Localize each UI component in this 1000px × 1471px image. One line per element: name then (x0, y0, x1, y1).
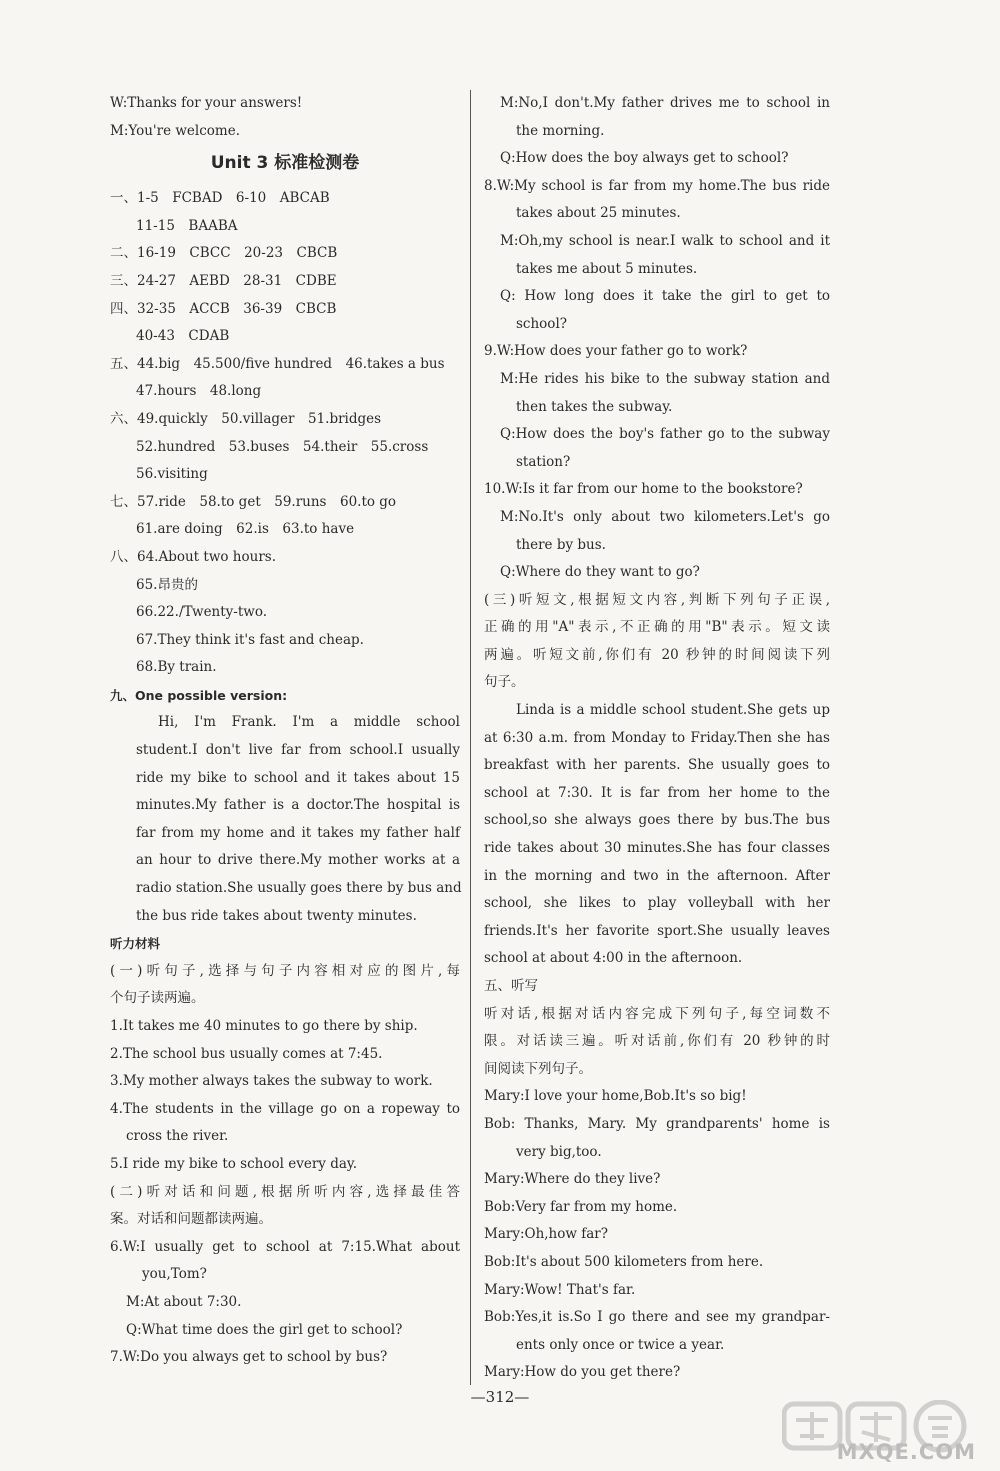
right-column-line: school? (516, 315, 567, 332)
right-column-line: Linda is a middle school student.She gets up (516, 702, 830, 719)
left-column-line: Hi, I'm Frank. I'm a middle school (158, 714, 460, 731)
right-column-line: the morning. (516, 122, 605, 139)
left-column-line: 11-15 BAABA (136, 217, 238, 234)
right-column-line: Bob:Yes,it is.So I go there and see my grandpar- (484, 1309, 830, 1326)
right-column-line: station? (516, 453, 571, 470)
right-column-line: Q:How does the boy's father go to the subway (500, 426, 830, 443)
right-column-line: Q: How long does it take the girl to get to (500, 288, 830, 305)
right-column-line: takes me about 5 minutes. (516, 260, 698, 277)
right-column-line: M:He rides his bike to the subway station and (500, 370, 830, 387)
left-column-line: 3.My mother always takes the subway to work. (110, 1073, 433, 1090)
left-column-line: 二、16-19 CBCC 20-23 CBCB (110, 245, 338, 262)
right-column-line: 句子。 (484, 674, 525, 691)
right-column-line: at 6:30 a.m. from Monday to Friday.Then she has (484, 729, 830, 746)
right-column-line: Mary:How do you get there? (484, 1364, 681, 1381)
left-column-line: far from my home and it takes my father half (136, 824, 460, 841)
left-column-line: 2.The school bus usually comes at 7:45. (110, 1045, 383, 1062)
left-column-line: 八、64.About two hours. (110, 548, 276, 565)
right-column-line: ents only once or twice a year. (516, 1336, 725, 1353)
right-column-line: Bob:It's about 500 kilometers from here. (484, 1253, 764, 1270)
left-column-line: Q:What time does the girl get to school? (126, 1321, 403, 1338)
left-column-line: 6.W:I usually get to school at 7:15.What about (110, 1238, 460, 1255)
left-column-line: 52.hundred 53.buses 54.their 55.cross (136, 438, 429, 455)
left-column-line: 40-43 CDAB (136, 328, 230, 345)
left-column-line: 61.are doing 62.is 63.to have (136, 521, 355, 538)
right-column-line: there by bus. (516, 536, 606, 553)
column-divider (470, 90, 471, 1385)
right-column-line: ride takes about 30 minutes.She has four classes (484, 840, 830, 857)
left-column-line: 个句子读两遍。 (110, 990, 205, 1007)
right-column-line: (三)听短文,根据短文内容,判断下列句子正误, (484, 591, 830, 608)
right-column-line: 正确的用"A"表示,不正确的用"B"表示。短文读 (484, 619, 830, 636)
right-column-line: friends.It's her favorite sport.She usually leaves (484, 922, 830, 939)
left-column-line: an hour to drive there.My mother works at a (136, 852, 460, 869)
page-number: —312— (470, 1388, 530, 1406)
right-column-line: school at about 4:00 in the afternoon. (484, 950, 743, 967)
right-column-line: 限。对话读三遍。听对话前,你们有 20 秒钟的时 (484, 1033, 830, 1050)
right-column-line: Bob:Very far from my home. (484, 1198, 678, 1215)
left-column-line: (二)听对话和问题,根据所听内容,选择最佳答 (110, 1183, 460, 1200)
right-column-line: Bob: Thanks, Mary. My grandparents' home is (484, 1115, 830, 1132)
left-column-line: 案。对话和问题都读两遍。 (110, 1211, 272, 1228)
left-column-line: 67.They think it's fast and cheap. (136, 631, 364, 648)
right-column-line: M:No,I don't.My father drives me to school in (500, 95, 830, 111)
right-column-line: 9.W:How does your father go to work? (484, 343, 748, 360)
right-column-line: 五、听写 (484, 978, 538, 994)
watermark-url: MXQE.COM (836, 1440, 976, 1464)
left-column-line: 1.It takes me 40 minutes to go there by ship. (110, 1018, 418, 1034)
left-column-line: you,Tom? (142, 1266, 207, 1283)
right-column-line: 10.W:Is it far from our home to the bookstore? (484, 481, 803, 498)
right-column (484, 90, 830, 1387)
right-column-line: takes about 25 minutes. (516, 205, 681, 222)
left-column-line: 听力材料 (110, 936, 161, 952)
right-column-line: Q:Where do they want to go? (500, 564, 700, 581)
right-column-line: Q:How does the boy always get to school? (500, 150, 789, 167)
right-column-line: 听对话,根据对话内容完成下列句子,每空词数不 (484, 1005, 830, 1022)
right-column-line: Mary:Wow! That's far. (484, 1281, 636, 1298)
left-column-line: 5.I ride my bike to school every day. (110, 1155, 358, 1172)
left-column-line: 7.W:Do you always get to school by bus? (110, 1349, 388, 1366)
left-column-line: 47.hours 48.long (136, 383, 262, 400)
left-column-line: cross the river. (126, 1128, 229, 1145)
left-column-line: student.I don't live far from school.I usually (136, 742, 460, 759)
right-column-line: then takes the subway. (516, 398, 673, 415)
right-column-line: Mary:I love your home,Bob.It's so big! (484, 1088, 747, 1105)
right-column-line: 间阅读下列句子。 (484, 1060, 592, 1077)
unit-title: Unit 3 标准检测卷 (210, 153, 360, 174)
left-column-line: the bus ride takes about twenty minutes. (136, 907, 417, 924)
left-column-line: 68.By train. (136, 659, 217, 676)
left-column-line: 六、49.quickly 50.villager 51.bridges (110, 410, 382, 427)
left-column-line: radio station.She usually goes there by bus and (136, 880, 462, 897)
right-column-line: 两遍。听短文前,你们有 20 秒钟的时间阅读下列 (484, 646, 830, 663)
left-column-line: M:At about 7:30. (126, 1293, 242, 1310)
left-column-line: ride my bike to school and it takes about 15 (136, 769, 460, 786)
right-column-line: very big,too. (516, 1143, 602, 1160)
left-column-line: (一)听句子,选择与句子内容相对应的图片,每 (110, 962, 460, 979)
right-column-line: M:Oh,my school is near.I walk to school and it (500, 232, 830, 249)
right-column-line: 8.W:My school is far from my home.The bus ride (484, 177, 830, 194)
right-column-line: in the morning and two in the afternoon. After (484, 867, 830, 884)
right-column-line: school at 7:30. It is far from her home to the (484, 784, 830, 801)
left-column-line: minutes.My father is a doctor.The hospital is (136, 797, 460, 814)
left-column-line: 4.The students in the village go on a ropeway to (110, 1100, 460, 1117)
left-column (110, 90, 460, 1372)
right-column-line: Mary:Where do they live? (484, 1171, 661, 1188)
left-column-line: 九、One possible version: (110, 687, 288, 703)
right-column-line: school, she likes to play volleyball with her (484, 895, 830, 912)
left-column-line: M:You're welcome. (110, 122, 241, 139)
right-column-line: M:No.It's only about two kilometers.Let's go (500, 508, 830, 525)
right-column-line: school,so she always goes there by bus.The bus (484, 812, 830, 829)
right-column-line: breakfast with her parents. She usually goes to (484, 757, 830, 774)
left-column-line: 56.visiting (136, 466, 208, 483)
left-column-line: 五、44.big 45.500/five hundred 46.takes a bus (110, 355, 445, 372)
left-column-line: 七、57.ride 58.to get 59.runs 60.to go (110, 493, 397, 510)
left-column-line: 一、1-5 FCBAD 6-10 ABCAB (110, 190, 330, 207)
left-column-line: W:Thanks for your answers! (110, 95, 303, 111)
right-column-line: Mary:Oh,how far? (484, 1226, 608, 1243)
left-column-line: 65.昂贵的 (136, 576, 198, 593)
left-column-line: 66.22./Twenty-two. (136, 604, 268, 621)
left-column-line: 四、32-35 ACCB 36-39 CBCB (110, 300, 337, 317)
left-column-line: 三、24-27 AEBD 28-31 CDBE (110, 272, 337, 289)
